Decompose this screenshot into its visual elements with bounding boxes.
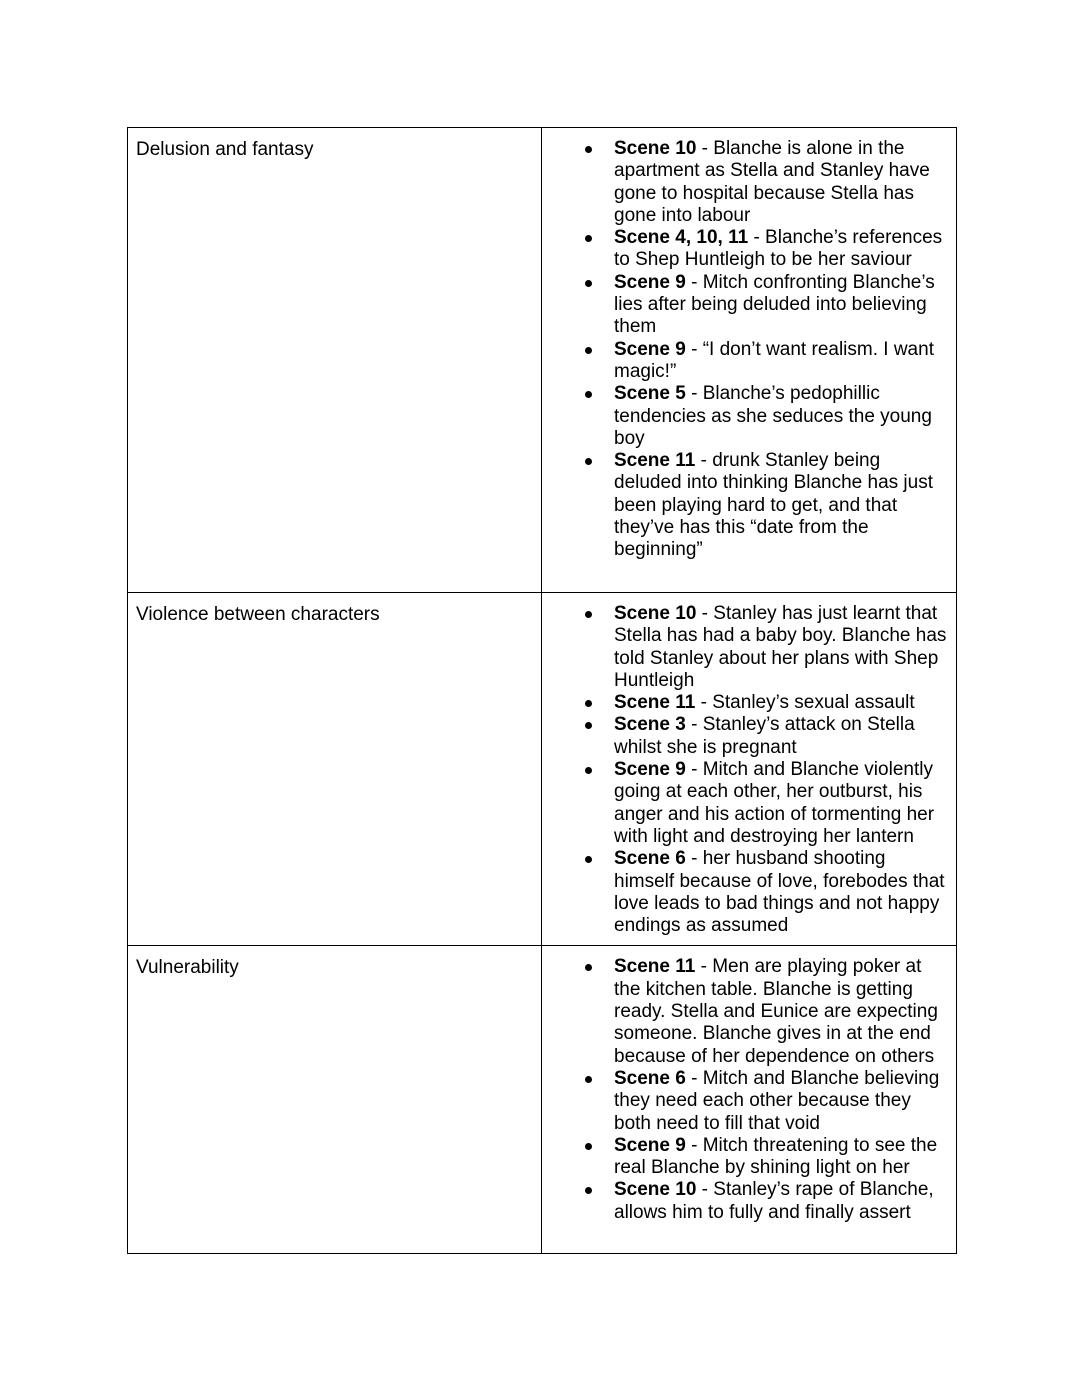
scene-reference: Scene 11 xyxy=(614,692,696,714)
list-item xyxy=(542,692,950,714)
list-item xyxy=(542,714,950,759)
bullet-icon xyxy=(585,347,592,354)
bullet-icon xyxy=(585,1187,592,1194)
note-text: - Mitch and Blanche violently going at each other, her outburst, his anger and his action of tormenting her with light and destroying her lantern xyxy=(614,759,935,847)
theme-cell xyxy=(128,128,542,593)
list-item xyxy=(542,603,950,692)
list-item xyxy=(542,848,950,937)
note-text: - Mitch and Blanche believing they need each other because they both need to fill that void xyxy=(614,1067,940,1134)
scene-reference: Scene 9 xyxy=(614,338,686,360)
note-text: - Stanley’s sexual assault xyxy=(695,692,915,714)
note-text: - Blanche’s references to Shep Huntleigh to be her saviour xyxy=(614,227,943,271)
notes-cell xyxy=(542,946,957,1254)
bullet-icon xyxy=(585,280,592,287)
bullet-icon xyxy=(585,458,592,465)
scene-reference: Scene 5 xyxy=(614,383,686,405)
bullet-icon xyxy=(585,611,592,618)
note-text: - Blanche’s pedophillic tendencies as she seduces the young boy xyxy=(614,383,932,449)
note-text: - Blanche is alone in the apartment as Stella and Stanley have gone to hospital because Stella has gone into labour xyxy=(614,138,930,226)
note-text: - Stanley has just learnt that Stella has had a baby boy. Blanche has told Stanley about her plans with Shep Huntleigh xyxy=(614,603,947,691)
list-item xyxy=(542,383,950,450)
scene-reference: Scene 11 xyxy=(614,450,696,472)
bullet-icon xyxy=(585,767,592,774)
note-text: - “I don’t want realism. I want magic!” xyxy=(614,338,934,382)
notes-cell xyxy=(542,593,957,946)
bullet-icon xyxy=(585,391,592,398)
bullet-icon xyxy=(585,1076,592,1083)
table-row xyxy=(128,128,957,593)
theme-label: Violence between characters xyxy=(136,604,380,625)
list-item xyxy=(542,759,950,848)
table-row xyxy=(128,946,957,1254)
bullet-icon xyxy=(585,1143,592,1150)
list-item xyxy=(542,450,950,561)
bullet-icon xyxy=(585,722,592,729)
notes-list xyxy=(542,128,956,570)
list-item xyxy=(542,339,950,384)
list-item xyxy=(542,227,950,272)
theme-cell xyxy=(128,946,542,1254)
bullet-icon xyxy=(585,964,592,971)
notes-list xyxy=(542,593,956,945)
note-text: - Stanley’s rape of Blanche, allows him to fully and finally assert xyxy=(614,1179,934,1223)
bullet-icon xyxy=(585,235,592,242)
note-text: - Mitch threatening to see the real Blanche by shining light on her xyxy=(614,1134,938,1179)
scene-reference: Scene 6 xyxy=(614,1067,686,1089)
list-item xyxy=(542,956,950,1067)
note-text: - Mitch confronting Blanche’s lies after being deluded into believing them xyxy=(614,271,935,338)
scene-reference: Scene 6 xyxy=(614,848,686,870)
notes-cell xyxy=(542,128,957,593)
scene-reference: Scene 3 xyxy=(614,714,686,736)
scene-reference: Scene 10 xyxy=(614,603,697,624)
table-row xyxy=(128,593,957,946)
note-text: - Stanley’s attack on Stella whilst she is pregnant xyxy=(614,714,915,758)
scene-reference: Scene 9 xyxy=(614,271,686,293)
scene-reference: Scene 11 xyxy=(614,956,696,978)
list-item xyxy=(542,1068,950,1135)
list-item xyxy=(542,138,950,227)
scene-reference: Scene 10 xyxy=(614,138,697,159)
note-text: - Men are playing poker at the kitchen table. Blanche is getting ready. Stella and Eunice are expecting someone. Blanche gives in at the end because of her dependence on others xyxy=(614,956,938,1067)
scene-reference: Scene 9 xyxy=(614,759,686,781)
list-item xyxy=(542,1135,950,1180)
themes-table xyxy=(127,127,957,1254)
theme-label: Vulnerability xyxy=(136,957,239,979)
theme-label: Delusion and fantasy xyxy=(136,139,314,160)
scene-reference: Scene 4, 10, 11 xyxy=(614,227,749,249)
list-item xyxy=(542,272,950,339)
note-text: - her husband shooting himself because of love, forebodes that love leads to bad things and not happy endings as assumed xyxy=(614,848,945,937)
list-item xyxy=(542,1179,950,1224)
note-text: - drunk Stanley being deluded into thinking Blanche has just been playing hard to get, and that they’ve has this “date from the beginning” xyxy=(614,450,934,561)
bullet-icon xyxy=(585,700,592,707)
bullet-icon xyxy=(585,856,592,863)
notes-list xyxy=(542,946,956,1232)
scene-reference: Scene 10 xyxy=(614,1179,697,1201)
theme-cell xyxy=(128,593,542,946)
bullet-icon xyxy=(585,146,592,153)
scene-reference: Scene 9 xyxy=(614,1134,686,1156)
